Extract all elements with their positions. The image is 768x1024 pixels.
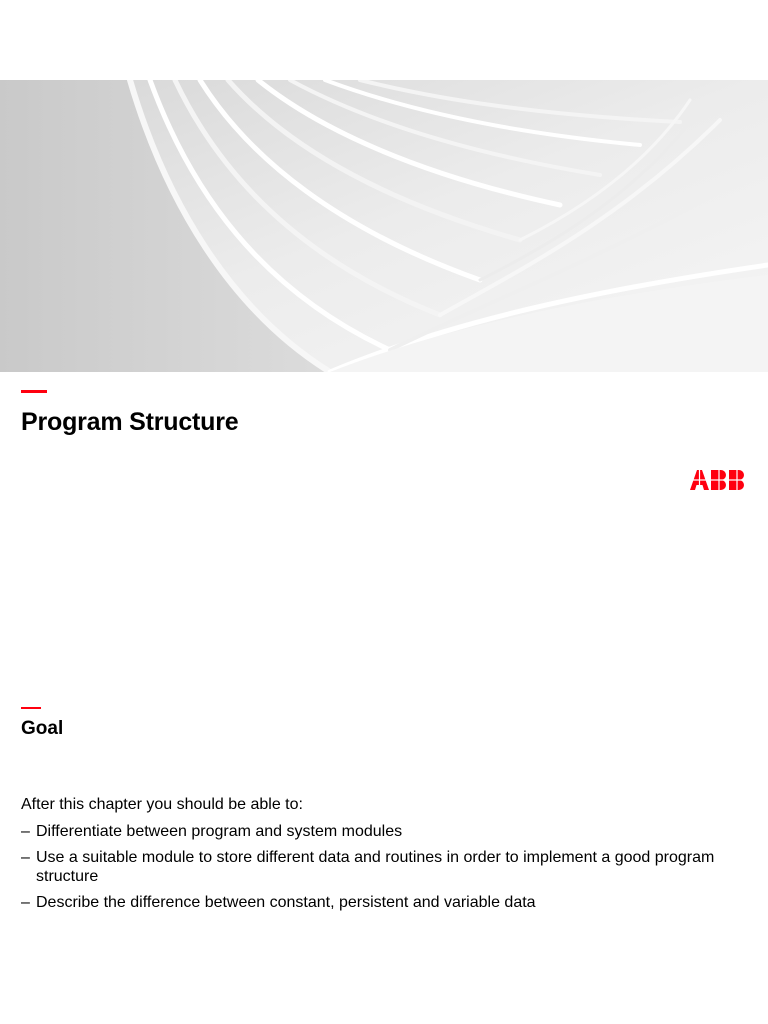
accent-bar — [21, 390, 47, 393]
hero-image — [0, 80, 768, 372]
list-item — [21, 822, 741, 841]
bullet-marker: – — [21, 894, 30, 911]
accent-bar — [21, 707, 41, 709]
abb-logo — [690, 468, 748, 497]
bullet-marker: – — [21, 823, 30, 840]
slide-title: Program Structure — [21, 408, 239, 436]
abstract-architecture-image — [0, 80, 768, 372]
bullet-marker: – — [21, 849, 30, 866]
goal-list — [21, 822, 741, 919]
list-item-text: Describe the difference between constant, persistent and variable data — [36, 894, 536, 911]
list-item — [21, 893, 741, 912]
intro-text: After this chapter you should be able to: — [21, 796, 303, 813]
goal-heading: Goal — [21, 718, 64, 739]
list-item-text: Use a suitable module to store different data and routines in order to implement a good program structure — [36, 849, 715, 885]
list-item — [21, 848, 741, 886]
list-item-text: Differentiate between program and system modules — [36, 823, 403, 840]
